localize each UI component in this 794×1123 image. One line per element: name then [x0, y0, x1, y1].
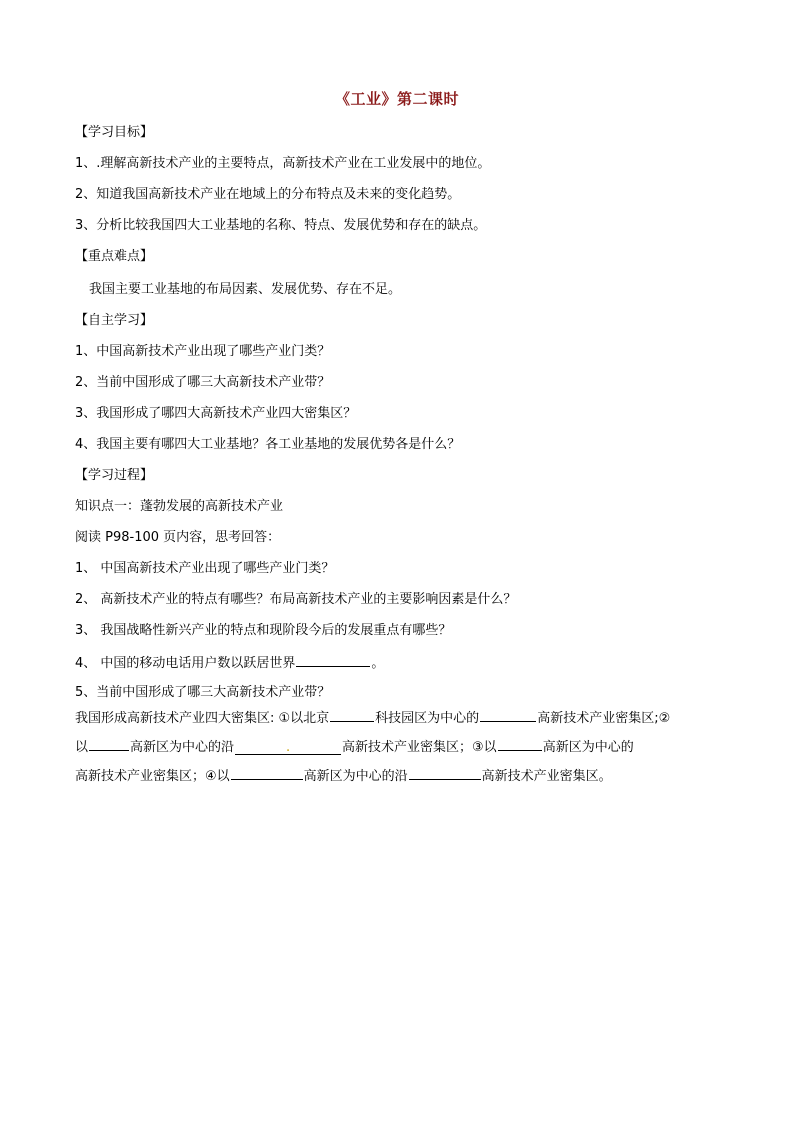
item4-text: 4、 中国的移动电话用户数以跃居世界 [75, 656, 296, 671]
fill-blank[interactable] [235, 741, 341, 755]
key-points-text: 我国主要工业基地的布局因素、发展优势、存在不足。 [89, 282, 402, 297]
process-item: 3、 我国战略性新兴产业的特点和现阶段今后的发展重点有哪些？ [75, 623, 452, 638]
self-study-item: 4、我国主要有哪四大工业基地？各工业基地的发展优势各是什么？ [75, 437, 461, 452]
self-study-item: 1、中国高新技术产业出现了哪些产业门类？ [75, 344, 331, 359]
reading-instruction: 阅读 P98-100 页内容，思考回答： [75, 530, 281, 545]
para-text: 科技园区为中心的 [375, 711, 480, 726]
fill-blank[interactable] [480, 708, 536, 722]
objective-item: 1、.理解高新技术产业的主要特点，高新技术产业在工业发展中的地位。 [75, 156, 491, 171]
process-item-5: 5、当前中国形成了哪三大高新技术产业带？ [75, 685, 331, 700]
self-study-heading: 【自主学习】 [75, 313, 154, 328]
objective-item: 3、分析比较我国四大工业基地的名称、特点、发展优势和存在的缺点。 [75, 218, 487, 233]
para-text: 高新技术产业密集区。 [481, 769, 612, 784]
para-text: 高新技术产业密集区；④以 [75, 769, 230, 784]
key-points-heading: 【重点难点】 [75, 249, 154, 264]
para-text: 我国形成高新技术产业四大密集区: ①以北京 [75, 711, 330, 726]
objectives-heading: 【学习目标】 [75, 125, 154, 140]
process-item: 2、 高新技术产业的特点有哪些？布局高新技术产业的主要影响因素是什么？ [75, 592, 517, 607]
knowledge-point: 知识点一：蓬勃发展的高新技术产业 [75, 499, 284, 514]
blank-mark: . [285, 740, 291, 755]
item4-end: 。 [371, 656, 385, 671]
cluster-paragraph-line-1 [75, 708, 670, 728]
cluster-paragraph-line-2 [75, 737, 634, 757]
fill-blank[interactable] [409, 766, 481, 780]
page-title: 《工业》第二课时 [334, 90, 459, 108]
objective-item: 2、知道我国高新技术产业在地域上的分布特点及未来的变化趋势。 [75, 187, 461, 202]
fill-blank[interactable] [296, 653, 370, 667]
cluster-paragraph-line-3 [75, 766, 612, 786]
self-study-item: 2、当前中国形成了哪三大高新技术产业带？ [75, 375, 331, 390]
fill-blank[interactable] [330, 708, 374, 722]
process-item-4 [75, 653, 384, 673]
para-text: 高新区为中心的 [542, 740, 634, 755]
para-text: 高新技术产业密集区;② [537, 711, 671, 726]
self-study-item: 3、我国形成了哪四大高新技术产业四大密集区？ [75, 406, 357, 421]
process-item: 1、 中国高新技术产业出现了哪些产业门类？ [75, 561, 335, 576]
fill-blank[interactable] [89, 737, 129, 751]
fill-blank[interactable] [498, 737, 542, 751]
para-text: 高新区为中心的沿 [130, 740, 235, 755]
para-text: 以 [75, 740, 89, 755]
process-heading: 【学习过程】 [75, 468, 154, 483]
para-text: 高新技术产业密集区；③以 [342, 740, 497, 755]
para-text: 高新区为中心的沿 [303, 769, 408, 784]
fill-blank[interactable] [231, 766, 303, 780]
